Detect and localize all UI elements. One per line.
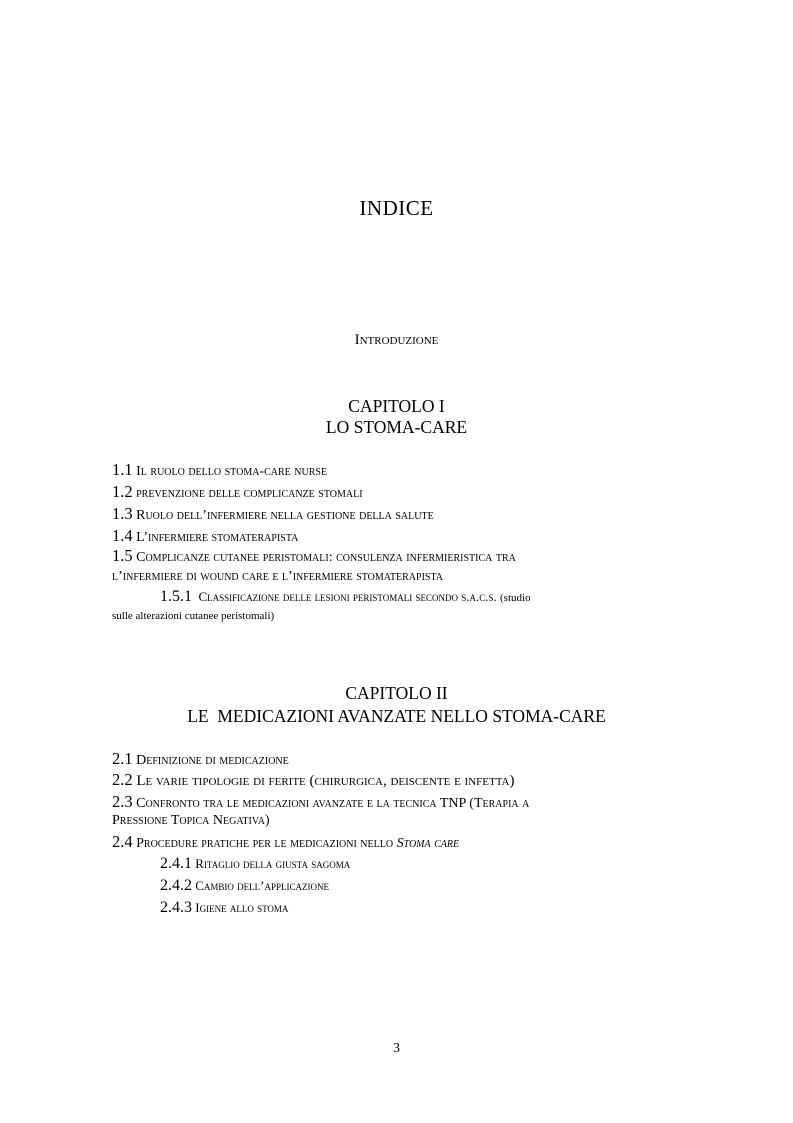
- toc-entry-1-3[interactable]: 1.3 Ruolo dell’infermiere nella gestione della salute: [112, 504, 434, 523]
- chapter2-label: CAPITOLO II: [345, 683, 448, 703]
- page-title: INDICE: [359, 196, 434, 220]
- stoma-care-emphasis: Stoma care: [396, 836, 460, 851]
- chapter2-title: LE MEDICAZIONI AVANZATE NELLO STOMA-CARE: [187, 706, 606, 726]
- toc-entry-2-2[interactable]: 2.2 Le varie tipologie di ferite (chirurgica, deiscente e infetta): [112, 770, 515, 789]
- toc-entry-2-4-3[interactable]: 2.4.3 Igiene allo stoma: [160, 899, 289, 916]
- toc-entry-2-4-2[interactable]: 2.4.2 Cambio dell’applicazione: [160, 877, 329, 894]
- toc-entry-2-1[interactable]: 2.1 Definizione di medicazione: [112, 749, 289, 768]
- toc-entry-2-3-cont: Pressione Topica Negativa): [112, 813, 270, 828]
- toc-entry-1-4[interactable]: 1.4 L’infermiere stomaterapista: [112, 526, 299, 545]
- toc-entry-2-4-1[interactable]: 2.4.1 Ritaglio della giusta sagoma: [160, 855, 351, 872]
- chapter1-label: CAPITOLO I: [348, 396, 445, 416]
- introduction-heading: Introduzione: [354, 332, 439, 348]
- chapter1-title: LO STOMA-CARE: [325, 417, 468, 437]
- page-number: 3: [393, 1041, 400, 1056]
- toc-entry-1-2[interactable]: 1.2 prevenzione delle complicanze stomali: [112, 482, 363, 501]
- toc-entry-1-5[interactable]: 1.5 Complicanze cutanee peristomali: consulenza infermieristica tra: [112, 546, 516, 565]
- toc-entry-2-3[interactable]: 2.3 Confronto tra le medicazioni avanzate e la tecnica TNP (Terapia a: [112, 792, 530, 811]
- toc-entry-1-5-cont: l’infermiere di wound care e l’infermiere stomaterapista: [112, 569, 444, 584]
- toc-entry-2-4[interactable]: 2.4 Procedure pratiche per le medicazioni nello Stoma care: [112, 832, 460, 851]
- toc-entry-1-5-1[interactable]: 1.5.1 Classificazione delle lesioni peristomali secondo s.a.c.s. (studio: [160, 588, 531, 605]
- toc-entry-1-5-1-cont: sulle alterazioni cutanee peristomali): [112, 610, 275, 622]
- toc-entry-1-1[interactable]: 1.1 Il ruolo dello stoma-care nurse: [112, 460, 328, 479]
